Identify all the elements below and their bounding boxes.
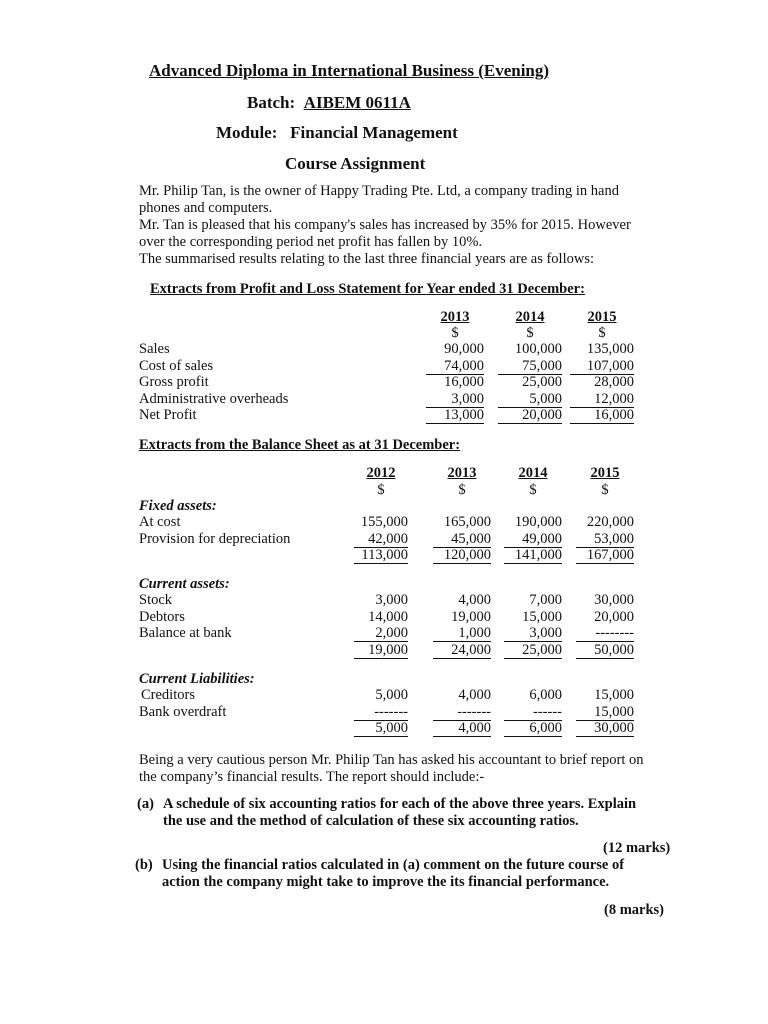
bs-cell: 220,000 — [586, 514, 634, 530]
pl-cell: 75,000 — [498, 358, 562, 375]
currency-symbol: $ — [526, 325, 534, 341]
closing-line: the company’s financial results. The report should include:- — [139, 769, 485, 785]
bs-total-cell: 25,000 — [504, 642, 562, 659]
currency-symbol: $ — [601, 482, 609, 498]
pl-cell: 100,000 — [514, 341, 562, 357]
currency-symbol: $ — [451, 325, 459, 341]
programme-title: Advanced Diploma in International Business (Evening) — [149, 61, 550, 80]
bs-cell: ------- — [354, 704, 408, 721]
batch-value: AIBEM 0611A — [303, 93, 411, 112]
bs-cell: 7,000 — [529, 592, 562, 608]
bs-cell: 14,000 — [368, 609, 408, 625]
bs-cell: 42,000 — [354, 531, 408, 548]
bs-total-cell: 5,000 — [354, 720, 408, 737]
pl-cell: 74,000 — [426, 358, 484, 375]
bs-total-cell: 120,000 — [433, 547, 491, 564]
question-b — [135, 857, 625, 890]
bs-cell: 6,000 — [529, 687, 562, 703]
bs-row-label: Stock — [139, 592, 173, 608]
bs-cell: 2,000 — [354, 625, 408, 642]
year-label: 2013 — [447, 465, 477, 481]
bs-row-label: Bank overdraft — [139, 704, 227, 720]
bs-total-cell: 6,000 — [504, 720, 562, 737]
closing-line: Being a very cautious person Mr. Philip Tan has asked his accountant to brief report on — [139, 752, 644, 768]
bs-cell: 4,000 — [458, 592, 491, 608]
bs-cell: 20,000 — [594, 609, 634, 625]
module-line — [216, 123, 458, 143]
bs-total-cell: 19,000 — [354, 642, 408, 659]
currency-symbol: $ — [529, 482, 537, 498]
question-text — [162, 857, 624, 891]
question-marker: (a) — [137, 796, 154, 812]
bs-row-label: Provision for depreciation — [139, 531, 291, 547]
year-label: 2013 — [440, 309, 470, 325]
bs-total-cell: 30,000 — [576, 720, 634, 737]
bs-cell: ------ — [504, 704, 562, 721]
bs-year-header — [576, 465, 634, 482]
question-line: the use and the method of calculation of these six accounting ratios. — [163, 813, 579, 829]
bs-cell: 3,000 — [375, 592, 408, 608]
pl-row-label: Administrative overheads — [139, 391, 289, 407]
currency-symbol: $ — [377, 482, 385, 498]
bs-cell: 53,000 — [576, 531, 634, 548]
bs-cell: 4,000 — [458, 687, 491, 703]
pl-cell: 13,000 — [426, 407, 484, 424]
year-label: 2014 — [518, 465, 548, 481]
pl-year-header — [570, 309, 634, 326]
bs-cell: ------- — [433, 704, 491, 721]
pl-heading: Extracts from Profit and Loss Statement for Year ended 31 December: — [150, 281, 585, 297]
bs-total-cell: 4,000 — [433, 720, 491, 737]
pl-year-header — [498, 309, 562, 326]
intro-line: The summarised results relating to the last three financial years are as follows: — [139, 251, 594, 267]
bs-cell: 45,000 — [433, 531, 491, 548]
pl-cell: 28,000 — [594, 374, 634, 390]
bs-cell: 155,000 — [360, 514, 408, 530]
bs-row-label: At cost — [139, 514, 181, 530]
bs-cell: 165,000 — [443, 514, 491, 530]
year-label: 2012 — [366, 465, 396, 481]
intro-line: phones and computers. — [139, 200, 273, 216]
question-text — [163, 796, 636, 830]
pl-cell: 20,000 — [498, 407, 562, 424]
bs-cell: 5,000 — [375, 687, 408, 703]
currency-symbol: $ — [598, 325, 606, 341]
question-b-marks: (8 marks) — [604, 902, 665, 918]
current-liabilities-title: Current Liabilities: — [139, 671, 255, 687]
bs-cell: 15,000 — [522, 609, 562, 625]
pl-cell: 5,000 — [498, 391, 562, 408]
year-label: 2015 — [587, 309, 617, 325]
intro-line: Mr. Philip Tan, is the owner of Happy Trading Pte. Ltd, a company trading in hand — [139, 183, 619, 199]
question-a-marks: (12 marks) — [603, 840, 671, 856]
bs-total-cell: 113,000 — [354, 547, 408, 564]
question-marker: (b) — [135, 857, 153, 873]
pl-cell: 107,000 — [570, 358, 634, 375]
question-line: Using the financial ratios calculated in (a) comment on the future course of — [162, 857, 625, 873]
fixed-title: Fixed assets: — [139, 498, 217, 514]
bs-row-label: Debtors — [139, 609, 185, 625]
bs-cell: -------- — [576, 625, 634, 642]
pl-cell: 12,000 — [570, 391, 634, 408]
current-assets-title: Current assets: — [139, 576, 230, 592]
pl-row-label: Net Profit — [139, 407, 197, 423]
bs-year-header — [433, 465, 491, 482]
bs-year-header — [504, 465, 562, 482]
currency-symbol: $ — [458, 482, 466, 498]
assignment-title: Course Assignment — [285, 154, 426, 173]
question-line: action the company might take to improve the its financial performance. — [162, 874, 610, 890]
year-label: 2014 — [515, 309, 545, 325]
question-line: A schedule of six accounting ratios for each of the above three years. Explain — [163, 796, 637, 812]
bs-year-header — [354, 465, 408, 482]
pl-row-label: Cost of sales — [139, 358, 214, 374]
pl-row-label: Gross profit — [139, 374, 209, 390]
batch-line — [247, 93, 411, 113]
pl-cell: 16,000 — [570, 407, 634, 424]
bs-cell: 190,000 — [514, 514, 562, 530]
intro-line: Mr. Tan is pleased that his company's sales has increased by 35% for 2015. However — [139, 217, 631, 233]
bs-total-cell: 167,000 — [576, 547, 634, 564]
bs-row-label: Balance at bank — [139, 625, 232, 641]
intro-paragraph — [139, 183, 699, 268]
pl-cell: 3,000 — [426, 391, 484, 408]
bs-total-cell: 24,000 — [433, 642, 491, 659]
pl-row-label: Sales — [139, 341, 170, 357]
module-label: Module: — [216, 123, 278, 142]
question-a — [137, 796, 637, 829]
bs-cell: 3,000 — [504, 625, 562, 642]
pl-cell: 25,000 — [522, 374, 562, 390]
bs-row-label: Creditors — [141, 687, 195, 703]
bs-cell: 15,000 — [594, 687, 634, 703]
pl-cell: 16,000 — [444, 374, 484, 390]
pl-year-header — [426, 309, 484, 326]
intro-line: over the corresponding period net profit has fallen by 10%. — [139, 234, 483, 250]
bs-cell: 1,000 — [433, 625, 491, 642]
module-value: Financial Management — [290, 123, 458, 142]
bs-cell: 49,000 — [504, 531, 562, 548]
bs-cell: 19,000 — [451, 609, 491, 625]
pl-cell: 135,000 — [586, 341, 634, 357]
bs-total-cell: 50,000 — [576, 642, 634, 659]
closing-paragraph — [139, 752, 699, 786]
batch-label: Batch: — [247, 93, 296, 112]
pl-cell: 90,000 — [444, 341, 484, 357]
bs-cell: 15,000 — [576, 704, 634, 721]
bs-total-cell: 141,000 — [504, 547, 562, 564]
bs-heading: Extracts from the Balance Sheet as at 31 December: — [139, 437, 461, 453]
year-label: 2015 — [590, 465, 620, 481]
bs-cell: 30,000 — [594, 592, 634, 608]
